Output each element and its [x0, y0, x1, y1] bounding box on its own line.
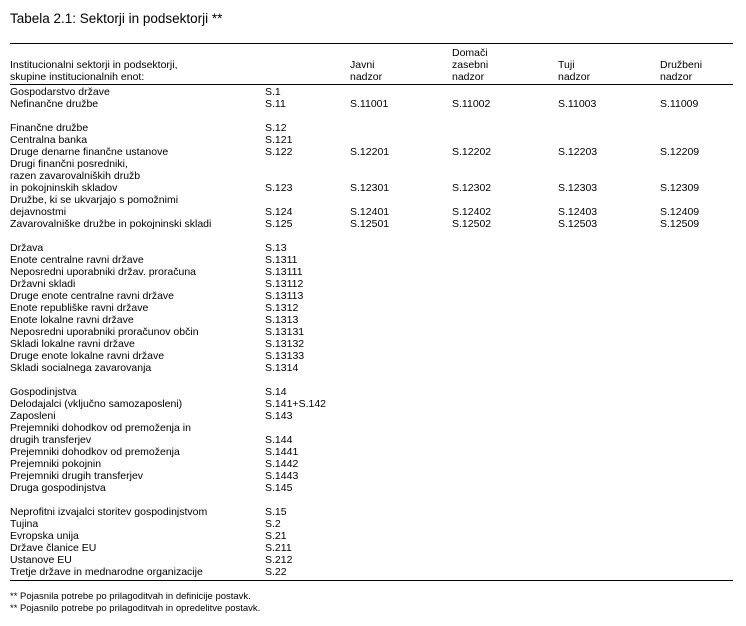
sector-label: Gospodinjstva: [10, 386, 77, 398]
table-row: [10, 134, 733, 146]
table-group: [10, 86, 733, 110]
sector-code: S.13111: [265, 266, 303, 278]
table-row: [10, 326, 733, 338]
table-group: [10, 386, 733, 494]
sector-code: S.13131: [265, 326, 305, 338]
table-row: [10, 218, 733, 230]
sector-code: S.22: [265, 566, 287, 578]
code-javni-nadzor: S.12301: [350, 182, 390, 194]
header-label-line: skupine institucionalnih enot:: [10, 71, 145, 83]
table-row: [10, 122, 733, 134]
code-javni-nadzor: S.12501: [350, 218, 390, 230]
table-row: [10, 470, 733, 482]
sector-label: Skladi socialnega zavarovanja: [10, 362, 152, 374]
table-body: [10, 86, 733, 590]
table-row: [10, 422, 733, 446]
header-bottom-rule: [10, 84, 733, 85]
sector-code: S.141+S.142: [265, 398, 327, 410]
sector-code: S.121: [265, 134, 293, 146]
sector-label: Države članice EU: [10, 542, 97, 554]
header-col-line: Družbeni: [660, 59, 703, 71]
sector-code: S.12: [265, 122, 287, 134]
table-group: [10, 506, 733, 578]
sector-label: Enote centralne ravni države: [10, 254, 144, 266]
header-col-line: zasebni: [452, 59, 489, 71]
table-row: [10, 482, 733, 494]
sector-label: Druge enote centralne ravni države: [10, 290, 175, 302]
sector-label: Druga gospodinjstva: [10, 482, 106, 494]
sector-code: S.14: [265, 386, 287, 398]
code-tuji-nadzor: S.12303: [558, 182, 598, 194]
sector-label: Ustanove EU: [10, 554, 72, 566]
table-row: [10, 350, 733, 362]
code-domaci-zasebni-nadzor: S.11002: [452, 98, 491, 110]
sector-label: in pokojninskih skladov: [10, 182, 118, 194]
sector-code: S.122: [265, 146, 293, 158]
header-col-line: nadzor: [660, 71, 693, 83]
sector-code: S.143: [265, 410, 293, 422]
sector-code: S.1443: [265, 470, 299, 482]
table-row: [10, 566, 733, 578]
table-row: [10, 386, 733, 398]
table-row: [10, 530, 733, 542]
table-row: [10, 554, 733, 566]
code-javni-nadzor: S.11001: [350, 98, 389, 110]
sector-label: Nefinančne družbe: [10, 98, 99, 110]
table-row: [10, 302, 733, 314]
code-druzbeni-nadzor: S.12309: [660, 182, 700, 194]
table-row: [10, 314, 733, 326]
sector-label: Neposredni uporabniki držav. proračuna: [10, 266, 196, 278]
sector-label: Delodajalci (vključno samozaposleni): [10, 398, 183, 410]
sector-code: S.1441: [265, 446, 299, 458]
code-tuji-nadzor: S.12403: [558, 206, 598, 218]
sector-code: S.124: [265, 206, 293, 218]
header-col-line: nadzor: [452, 71, 485, 83]
table-row: [10, 410, 733, 422]
header-label-line: Institucionalni sektorji in podsektorji,: [10, 59, 178, 71]
table-row: [10, 398, 733, 410]
sector-code: S.123: [265, 182, 293, 194]
header-col-domaci: [452, 47, 488, 83]
sector-label: Zaposleni: [10, 410, 56, 422]
code-tuji-nadzor: S.12503: [558, 218, 598, 230]
header-col-line: nadzor: [350, 71, 383, 83]
sector-label: Tretje države in mednarodne organizacije: [10, 566, 203, 578]
code-tuji-nadzor: S.12203: [558, 146, 598, 158]
sector-code: S.13: [265, 242, 287, 254]
sector-label: Gospodarstvo države: [10, 86, 110, 98]
sector-label: Tujina: [10, 518, 39, 530]
table-row: [10, 518, 733, 530]
sector-code: S.11: [265, 98, 286, 110]
sector-label: dejavnostmi: [10, 206, 67, 218]
sector-label: Enote republiške ravni države: [10, 302, 149, 314]
sector-label: Neprofitni izvajalci storitev gospodinjstvom: [10, 506, 208, 518]
sector-code: S.15: [265, 506, 287, 518]
footnote: ** Pojasnilo potrebe po prilagoditvah in opredelitve postavk.: [10, 603, 261, 614]
sector-label: Prejemniki drugih transferjev: [10, 470, 144, 482]
sector-code: S.2: [265, 518, 281, 530]
sector-label: drugih transferjev: [10, 434, 92, 446]
sector-label: Druge enote lokalne ravni države: [10, 350, 165, 362]
code-domaci-zasebni-nadzor: S.12502: [452, 218, 492, 230]
table-row: [10, 194, 733, 218]
table-row: [10, 278, 733, 290]
sector-code: S.1442: [265, 458, 299, 470]
table-row: [10, 542, 733, 554]
table-row: [10, 458, 733, 470]
sector-label: Prejemniki pokojnin: [10, 458, 102, 470]
sector-label: Neposredni uporabniki proračunov občin: [10, 326, 199, 338]
table-row: [10, 254, 733, 266]
sector-label: razen zavarovalniških družb: [10, 170, 141, 182]
sector-code: S.13132: [265, 338, 305, 350]
code-druzbeni-nadzor: S.12409: [660, 206, 700, 218]
sector-label: Finančne družbe: [10, 122, 89, 134]
sector-label: Enote lokalne ravni države: [10, 314, 134, 326]
sector-code: S.145: [265, 482, 293, 494]
code-tuji-nadzor: S.11003: [558, 98, 597, 110]
sector-label: Centralna banka: [10, 134, 88, 146]
header-col-tuji: [558, 59, 590, 83]
table-row: [10, 242, 733, 254]
sector-code: S.1312: [265, 302, 299, 314]
code-domaci-zasebni-nadzor: S.12202: [452, 146, 492, 158]
header-col-javni: [350, 59, 382, 83]
table-row: [10, 98, 733, 110]
sector-code: S.21: [265, 530, 287, 542]
sector-label: Država: [10, 242, 44, 254]
table-row: [10, 290, 733, 302]
header-top-rule: [10, 43, 733, 44]
sector-label: Družbe, ki se ukvarjajo s pomožnimi: [10, 194, 179, 206]
sector-code: S.13113: [265, 290, 304, 302]
sector-code: S.212: [265, 554, 293, 566]
table-row: [10, 158, 733, 194]
table-row: [10, 266, 733, 278]
header-col-druzbeni: [660, 59, 702, 83]
sector-label: Druge denarne finančne ustanove: [10, 146, 169, 158]
sector-label: Skladi lokalne ravni države: [10, 338, 135, 350]
sector-label: Evropska unija: [10, 530, 79, 542]
code-druzbeni-nadzor: S.12509: [660, 218, 700, 230]
sector-code: S.1: [265, 86, 281, 98]
sector-label: Zavarovalniške družbe in pokojninski skladi: [10, 218, 212, 230]
sector-code: S.13112: [265, 278, 304, 290]
header-col-line: nadzor: [558, 71, 591, 83]
sector-code: S.13133: [265, 350, 305, 362]
footnote: ** Pojasnila potrebe po prilagoditvah in definicije postavk.: [10, 591, 251, 602]
table-row: [10, 86, 733, 98]
code-javni-nadzor: S.12201: [350, 146, 390, 158]
table-row: [10, 506, 733, 518]
table-group: [10, 122, 733, 230]
table-group: [10, 242, 733, 374]
table-row: [10, 338, 733, 350]
header-col-line: Javni: [350, 59, 375, 71]
sector-code: S.1314: [265, 362, 299, 374]
sector-code: S.211: [265, 542, 292, 554]
code-druzbeni-nadzor: S.11009: [660, 98, 699, 110]
table-row: [10, 446, 733, 458]
code-domaci-zasebni-nadzor: S.12302: [452, 182, 492, 194]
header-col-line: Domači: [452, 47, 488, 59]
code-druzbeni-nadzor: S.12209: [660, 146, 700, 158]
sector-label: Državni skladi: [10, 278, 76, 290]
sector-label: Prejemniki dohodkov od premoženja in: [10, 422, 191, 434]
code-domaci-zasebni-nadzor: S.12402: [452, 206, 492, 218]
sector-code: S.1313: [265, 314, 299, 326]
header-label: [10, 59, 178, 83]
sector-code: S.125: [265, 218, 293, 230]
sector-code: S.144: [265, 434, 293, 446]
header-col-line: Tuji: [558, 59, 575, 71]
table-row: [10, 362, 733, 374]
sector-label: Prejemniki dohodkov od premoženja: [10, 446, 180, 458]
code-javni-nadzor: S.12401: [350, 206, 390, 218]
table-title: Tabela 2.1: Sektorji in podsektorji **: [10, 11, 223, 26]
sector-label: Drugi finančni posredniki,: [10, 158, 128, 170]
table-bottom-rule: [10, 580, 733, 581]
footnotes: [10, 591, 260, 615]
table-row: [10, 146, 733, 158]
sector-code: S.1311: [265, 254, 298, 266]
